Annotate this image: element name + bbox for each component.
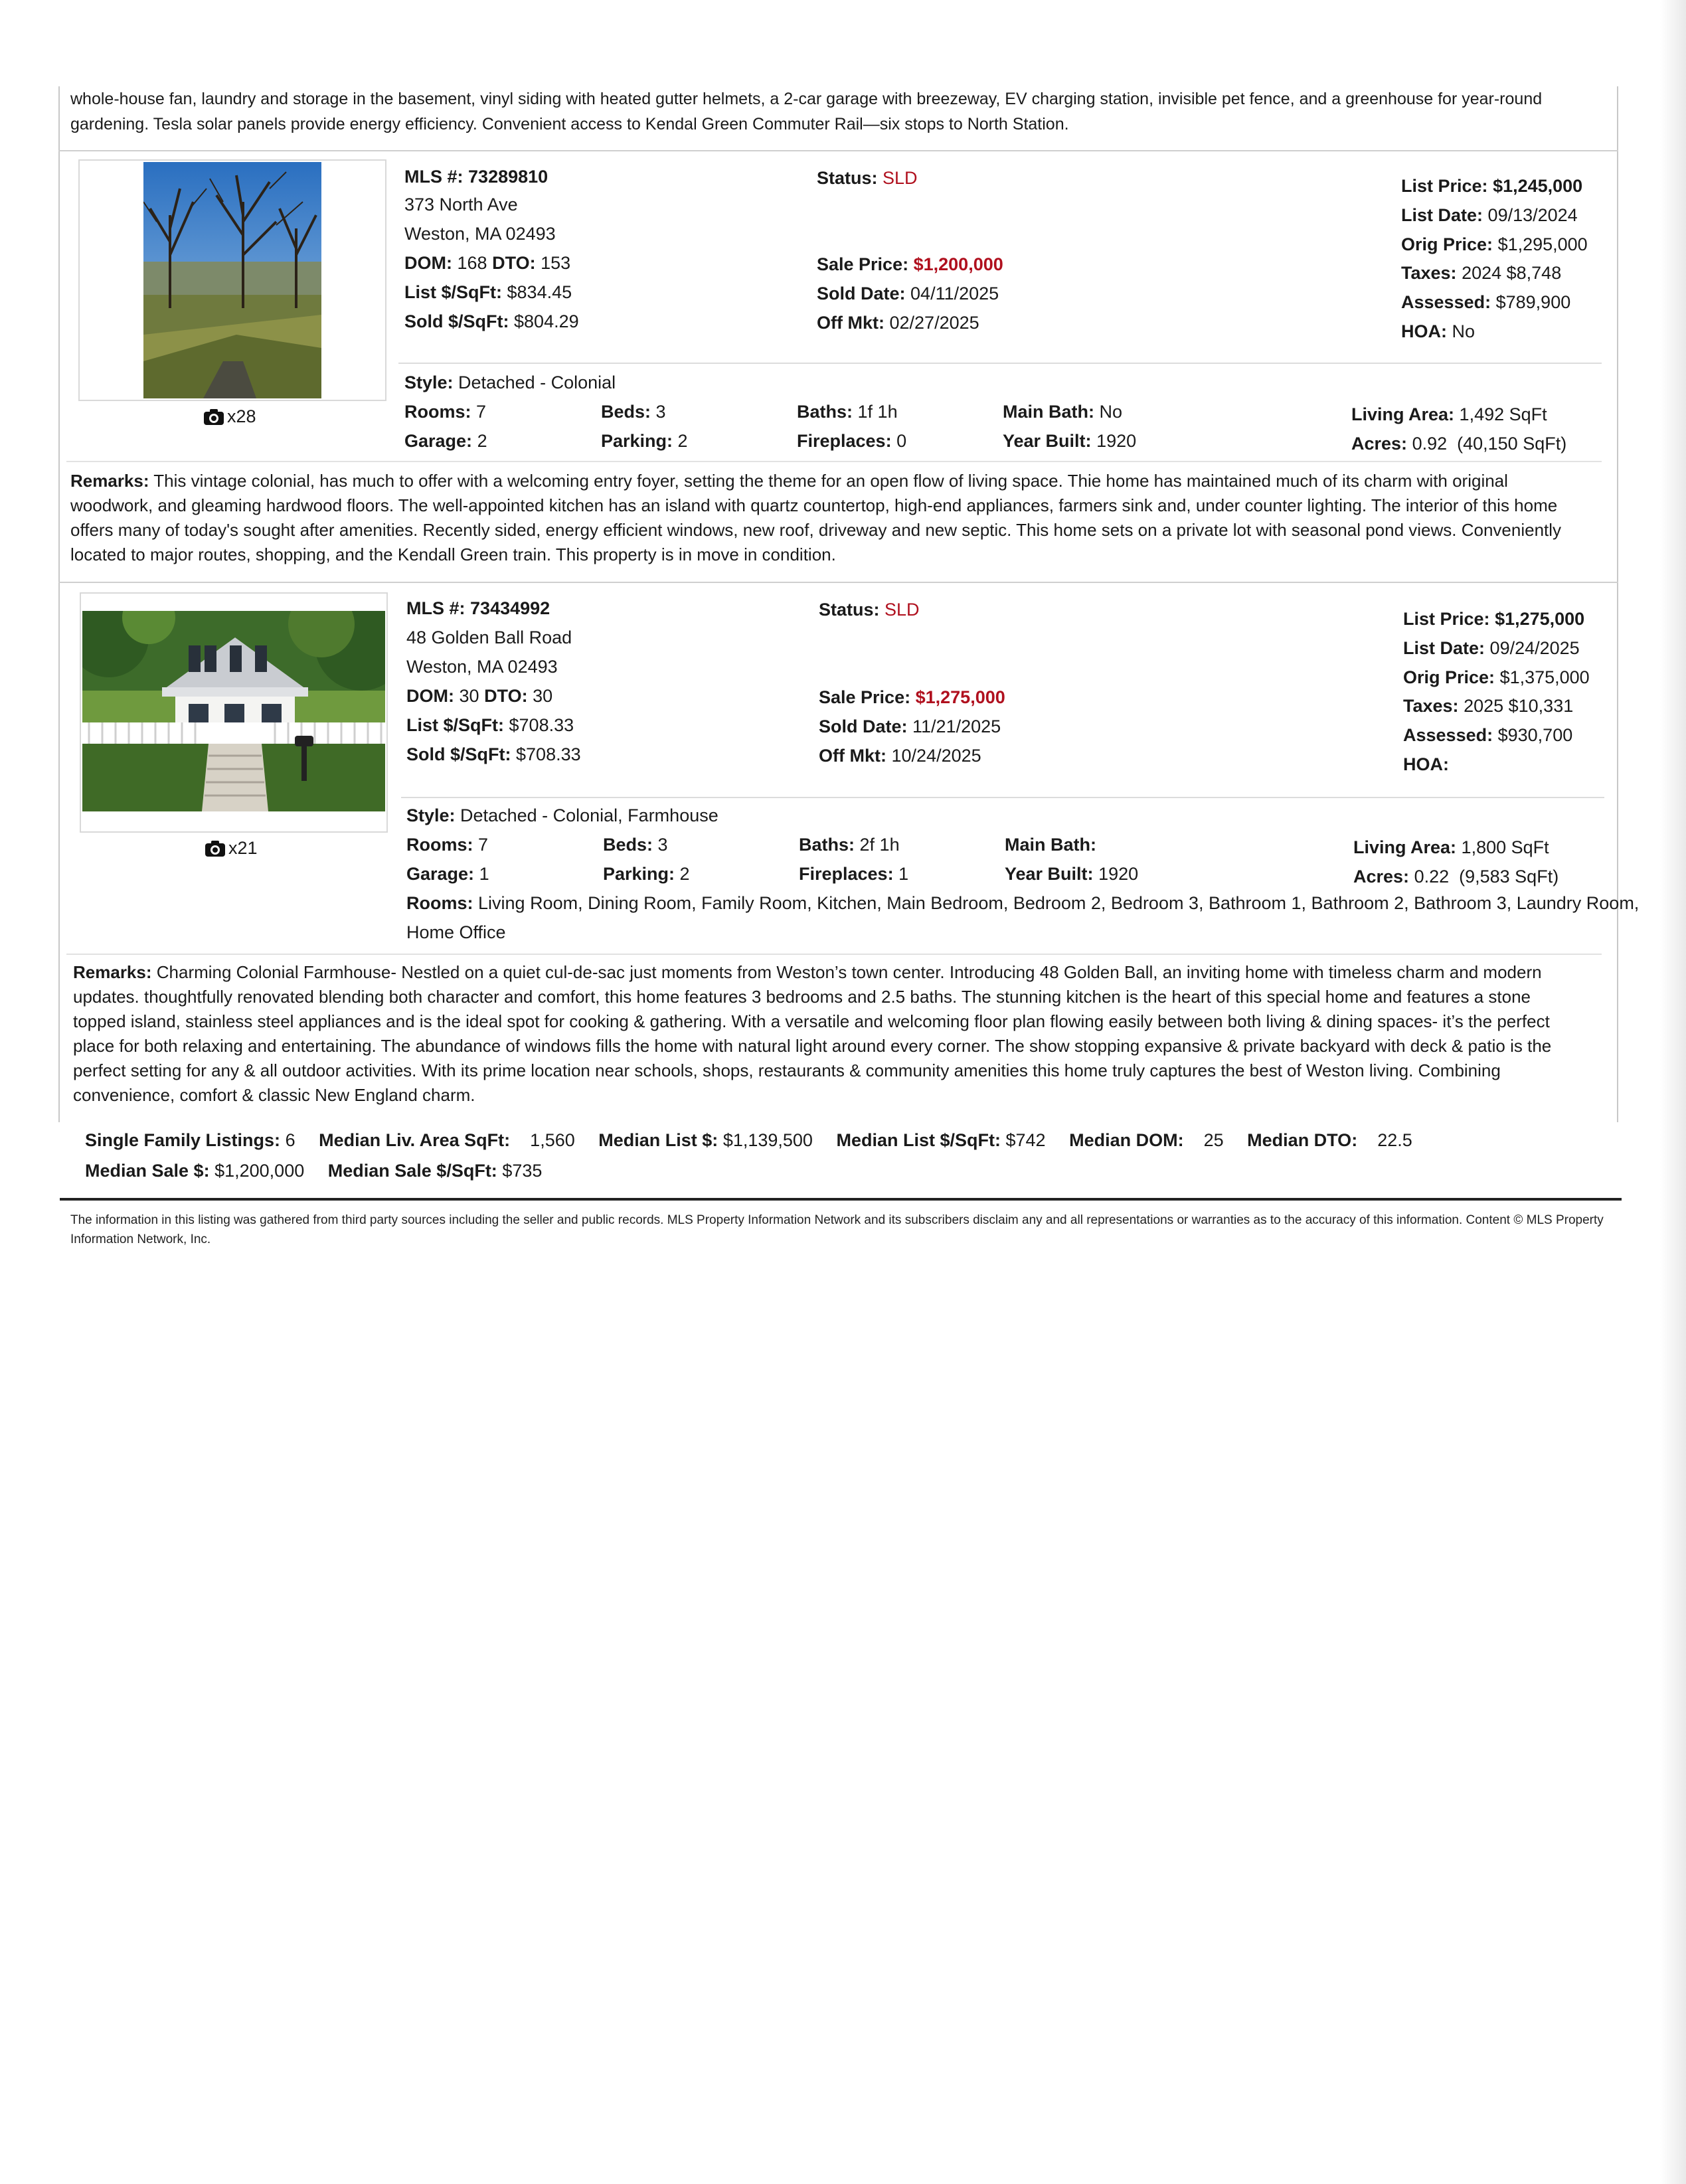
carryover-remarks: whole-house fan, laundry and storage in the basement, vinyl siding with heated gutter helmets, a 2-car garage with breezeway, EV charging station, invisible pet fence, and a greenhouse for year-round gardening. Tesla solar panels provide energy efficiency. Convenient access to Kendal Green Commuter Rail—six stops to North Station. bbox=[70, 90, 1543, 133]
garage: Garage: 1 bbox=[406, 864, 489, 884]
orig-price: Orig Price: $1,295,000 bbox=[1401, 234, 1588, 254]
baths: Baths: 2f 1h bbox=[799, 835, 900, 855]
address-city: Weston, MA 02493 bbox=[406, 657, 558, 677]
garage: Garage: 2 bbox=[404, 431, 487, 451]
section-divider bbox=[401, 797, 1604, 798]
section-divider bbox=[66, 461, 1602, 462]
listing-divider bbox=[58, 150, 1618, 151]
style: Style: Detached - Colonial, Farmhouse bbox=[406, 805, 718, 825]
beds: Beds: 3 bbox=[601, 402, 666, 422]
address-street: 373 North Ave bbox=[404, 195, 518, 214]
address-street: 48 Golden Ball Road bbox=[406, 628, 572, 647]
fireplaces: Fireplaces: 0 bbox=[797, 431, 907, 451]
taxes: Taxes: 2025 $10,331 bbox=[1403, 696, 1574, 716]
assessed: Assessed: $930,700 bbox=[1403, 725, 1573, 745]
off-market-date: Off Mkt: 10/24/2025 bbox=[819, 746, 981, 766]
dom-dto: DOM: 168 DTO: 153 bbox=[404, 253, 571, 273]
photo-count-label: x21 bbox=[228, 838, 258, 858]
footer-rule bbox=[60, 1198, 1622, 1201]
style: Style: Detached - Colonial bbox=[404, 373, 616, 392]
summary-row-1: Single Family Listings: 6 Median Liv. Area SqFt: 1,560 Median List $: $1,139,500 Median List $/SqFt: $742 Median DOM: 25 Median DTO: 22.5 bbox=[85, 1130, 1412, 1150]
rooms-count: Rooms: 7 bbox=[406, 835, 489, 855]
baths: Baths: 1f 1h bbox=[797, 402, 898, 422]
photo-count[interactable] bbox=[203, 406, 256, 427]
off-market-date: Off Mkt: 02/27/2025 bbox=[817, 313, 979, 333]
property-photo[interactable] bbox=[82, 611, 385, 811]
hoa: HOA: No bbox=[1401, 321, 1475, 341]
acres: Acres: 0.22 (9,583 SqFt) bbox=[1353, 867, 1559, 886]
section-divider bbox=[66, 954, 1602, 955]
list-price-per-sqft: List $/SqFt: $708.33 bbox=[406, 715, 574, 735]
status-badge: SLD bbox=[885, 600, 920, 620]
status-badge: SLD bbox=[883, 168, 918, 188]
address-city: Weston, MA 02493 bbox=[404, 224, 556, 244]
list-price: List Price: $1,245,000 bbox=[1401, 176, 1583, 196]
remarks: Remarks: Charming Colonial Farmhouse- Nestled on a quiet cul-de-sac just moments from Weston’s town center. Introducing 48 Golden Ball, an inviting home with timeless charm and modern updates. thoughtfully renovated blending both character and comfort, this home features 3 bedrooms and 2.5 baths. The stunning kitchen is the heart of this special home and features a stone topped island, stainless steel appliances and is the ideal spot for cooking & gathering. With a versatile and welcoming floor plan flowing easily between both living & dining spaces- it’s the perfect place for both relaxing and entertaining. The abundance of windows fills the home with natural light around every corner. The show stopping expansive & private backyard with deck & patio is the perfect setting for any & all outdoor activities. With its prime location near schools, shops, restaurants & community amenities this home truly captures the best of Weston living. Combining convenience, comfort & classic New England charm. bbox=[73, 962, 1552, 1105]
year-built: Year Built: 1920 bbox=[1003, 431, 1137, 451]
section-divider bbox=[398, 363, 1602, 364]
acres: Acres: 0.92 (40,150 SqFt) bbox=[1351, 434, 1567, 454]
parking: Parking: 2 bbox=[603, 864, 690, 884]
camera-icon bbox=[205, 840, 226, 857]
beds: Beds: 3 bbox=[603, 835, 668, 855]
parking: Parking: 2 bbox=[601, 431, 688, 451]
fireplaces: Fireplaces: 1 bbox=[799, 864, 909, 884]
assessed: Assessed: $789,900 bbox=[1401, 292, 1571, 312]
mls-number: MLS #: 73289810 bbox=[404, 167, 548, 187]
disclaimer: The information in this listing was gathered from third party sources including the seller and public records. MLS Property Information Network and its subscribers disclaim any and all representations or warranties as to the accuracy of this information. Content © MLS Property Information Network, Inc. bbox=[70, 1213, 1604, 1246]
status: Status: SLD bbox=[819, 600, 920, 620]
sold-date: Sold Date: 11/21/2025 bbox=[819, 716, 1001, 736]
property-photo[interactable] bbox=[143, 162, 321, 398]
scan-edge-shadow bbox=[1660, 0, 1686, 2184]
remarks: Remarks: This vintage colonial, has much to offer with a welcoming entry foyer, setting the theme for an open flow of living space. Thie home has maintained much of its charm with original woodwork, and gleaming hardwood floors. The well-appointed kitchen has an island with quartz countertop, high-end appliances, farmers sink and, under counter lighting. The interior of this home offers many of today's sought after amenities. Recently sided, energy efficient windows, new roof, driveway and new septic. This home sets on a private lot with seasonal pond views. Conveniently located to major routes, shopping, and the Kendall Green train. This property is in move in condition. bbox=[70, 471, 1562, 564]
rooms-list: Rooms: Living Room, Dining Room, Family Room, Kitchen, Main Bedroom, Bedroom 2, Bedroom 3, Bathroom 1, Bathroom 2, Bathroom 3, Laundry Room, Home Office bbox=[406, 893, 1640, 942]
list-date: List Date: 09/13/2024 bbox=[1401, 205, 1578, 225]
mls-number: MLS #: 73434992 bbox=[406, 598, 550, 618]
frame-left-border bbox=[58, 86, 60, 1122]
frame-right-border bbox=[1617, 86, 1618, 1122]
year-built: Year Built: 1920 bbox=[1005, 864, 1139, 884]
summary-row-2: Median Sale $: $1,200,000 Median Sale $/SqFt: $735 bbox=[85, 1161, 543, 1181]
sold-price-per-sqft: Sold $/SqFt: $708.33 bbox=[406, 744, 581, 764]
photo-count[interactable] bbox=[205, 838, 258, 859]
orig-price: Orig Price: $1,375,000 bbox=[1403, 667, 1590, 687]
photo-count-label: x28 bbox=[227, 406, 256, 426]
list-price: List Price: $1,275,000 bbox=[1403, 609, 1585, 629]
main-bath: Main Bath: No bbox=[1003, 402, 1123, 422]
main-bath: Main Bath: bbox=[1005, 835, 1096, 855]
living-area: Living Area: 1,800 SqFt bbox=[1353, 837, 1549, 857]
list-date: List Date: 09/24/2025 bbox=[1403, 638, 1580, 658]
sale-price: Sale Price: $1,200,000 bbox=[817, 254, 1003, 274]
listing-divider bbox=[58, 582, 1618, 583]
sold-date: Sold Date: 04/11/2025 bbox=[817, 284, 999, 303]
hoa: HOA: bbox=[1403, 754, 1449, 774]
list-price-per-sqft: List $/SqFt: $834.45 bbox=[404, 282, 572, 302]
living-area: Living Area: 1,492 SqFt bbox=[1351, 404, 1547, 424]
status: Status: SLD bbox=[817, 168, 918, 188]
dom-dto: DOM: 30 DTO: 30 bbox=[406, 686, 553, 706]
sale-price: Sale Price: $1,275,000 bbox=[819, 687, 1005, 707]
sold-price-per-sqft: Sold $/SqFt: $804.29 bbox=[404, 311, 579, 331]
camera-icon bbox=[203, 408, 224, 426]
taxes: Taxes: 2024 $8,748 bbox=[1401, 263, 1562, 283]
rooms-count: Rooms: 7 bbox=[404, 402, 487, 422]
